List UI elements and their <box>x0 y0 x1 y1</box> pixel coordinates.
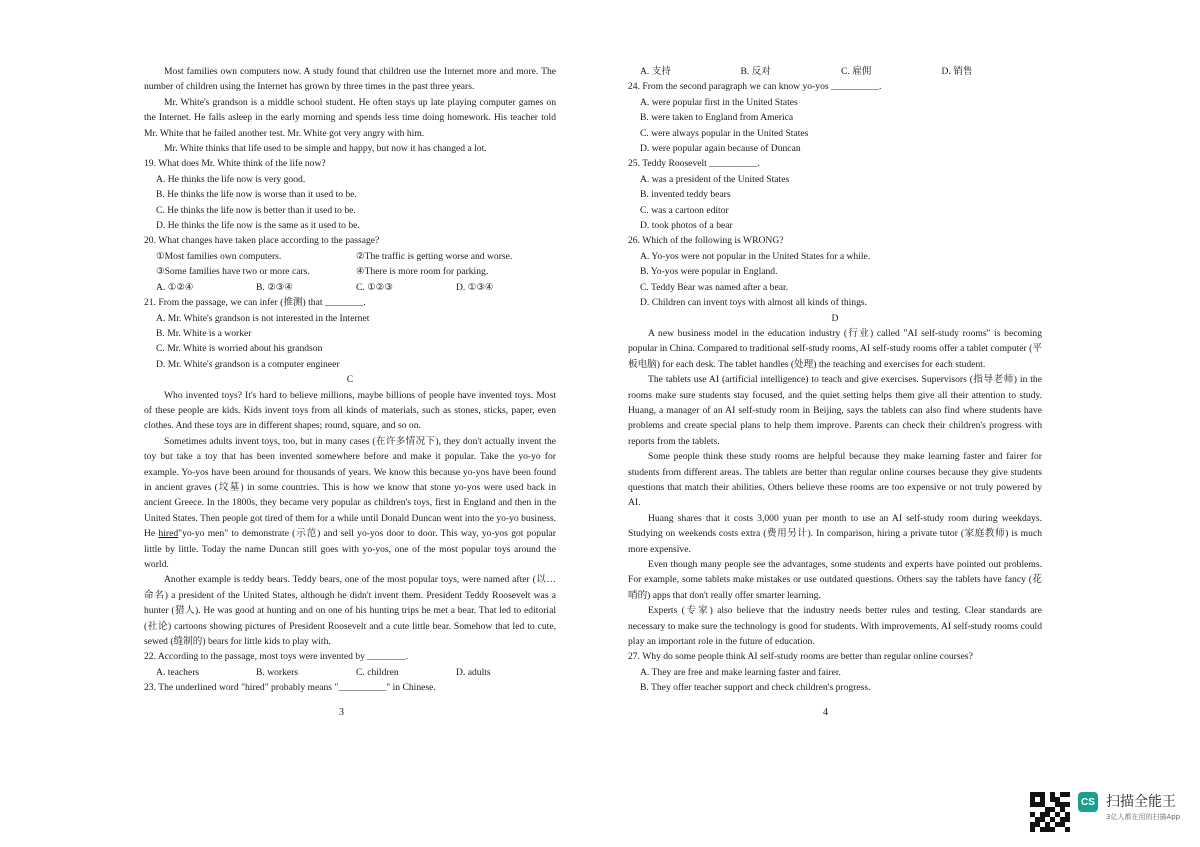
q26-option-a: A. Yo-yos were not popular in the United States for a while. <box>640 250 871 262</box>
passage-d-paragraph-4: Huang shares that it costs 3,000 yuan per month to use an AI self-study room during weekdays. Studying on weekends costs extra (费用另计). In comparison, hiring a private tutor (家庭教师) is much more expensive. <box>628 512 1042 555</box>
q22-option-d: D. adults <box>456 666 491 678</box>
passage-d-paragraph-3: Some people think these study rooms are helpful because they make learning faster and fairer for students from different areas. The tablets are better than regular online courses because they give students questions that match their abilities. Others believe these rooms are too expensive or not truly powered by AI. <box>628 451 1042 509</box>
passage-d-paragraph-6: Experts (专家) also believe that the industry needs better rules and testing. Clear standards are necessary to make sure the technology is good for students. With improvements, AI self-study rooms could play an important role in the future of education. <box>628 605 1042 648</box>
section-d-heading: D <box>831 312 839 324</box>
q20-option-b: B. ②③④ <box>256 281 293 293</box>
passage-b-paragraph-1: Most families own computers now. A study found that children use the Internet more and more. The number of children using the Internet has grown by three times in the past three years. <box>144 66 556 93</box>
passage-c-paragraph-1: Who invented toys? It's hard to believe millions, maybe billions of people have invented toys. Most of these people are kids. Kids invent toys from all kinds of materials, such as stones, sticks, paper, even clothes. And these toys are in different shapes; round, square, and so on. <box>144 389 556 432</box>
q20-statement-2: ②The traffic is getting worse and worse. <box>356 250 513 262</box>
q24-option-a: A. were popular first in the United States <box>640 96 798 108</box>
q20-statements-row-2 <box>156 264 556 279</box>
q24-option-c: C. were always popular in the United States <box>640 127 809 139</box>
underlined-word-hired: hired <box>158 528 179 540</box>
q25-option-d: D. took photos of a bear <box>640 220 733 232</box>
passage-d-paragraph-5: Even though many people see the advantages, some students and experts have pointed out problems. For example, some tablets make mistakes or use outdated questions. Others say the tablets have fancy (花哨的) apps that don't really offer smarter learning. <box>628 559 1042 601</box>
section-c-heading: C <box>346 374 354 386</box>
q23-option-b: B. 反对 <box>740 66 771 77</box>
q20-statements-row-1 <box>156 249 556 264</box>
question-26: 26. Which of the following is WRONG? <box>628 235 784 247</box>
scanner-brand-subtitle: 3亿人都在用的扫描App <box>1106 813 1181 821</box>
q25-option-b: B. invented teddy bears <box>640 189 731 201</box>
q20-option-d: D. ①③④ <box>456 281 494 293</box>
q23-option-d: D. 销售 <box>941 66 973 77</box>
page-number-right: 4 <box>823 707 828 718</box>
q23-option-a: A. 支持 <box>640 66 671 77</box>
question-27: 27. Why do some people think AI self-study rooms are better than regular online courses? <box>628 651 973 663</box>
q22-options <box>156 665 556 680</box>
q19-option-a: A. He thinks the life now is very good. <box>156 173 306 185</box>
q24-option-b: B. were taken to England from America <box>640 112 794 124</box>
q23-options <box>640 64 1042 79</box>
q26-option-b: B. Yo-yos were popular in England. <box>640 266 778 278</box>
q19-option-d: D. He thinks the life now is the same as it used to be. <box>156 220 360 232</box>
q20-options <box>156 280 556 295</box>
q25-option-c: C. was a cartoon editor <box>640 204 729 216</box>
page-number-left: 3 <box>339 707 344 718</box>
q22-option-a: A. teachers <box>156 666 200 678</box>
q23-option-c: C. 雇佣 <box>841 66 872 77</box>
question-24: 24. From the second paragraph we can know yo-yos __________. <box>628 81 882 93</box>
q21-option-a: A. Mr. White's grandson is not interested in the Internet <box>156 312 370 324</box>
question-25: 25. Teddy Roosevelt __________. <box>628 158 760 170</box>
q20-statement-4: ④There is more room for parking. <box>356 266 489 278</box>
q22-option-c: C. children <box>356 666 399 678</box>
passage-d-paragraph-2: The tablets use AI (artificial intelligence) to teach and give exercises. Supervisors (指导老师) in the rooms make sure students stay focused, and the quiet setting helps them give all their attention to study. Huang, a manager of an AI self-study room in Beijing, says the tablets can also find where students have problems and create special plans to help them improve. Parents can check their children's progress with reports from the tablets. <box>628 374 1042 447</box>
question-20: 20. What changes have taken place according to the passage? <box>144 235 380 247</box>
question-22: 22. According to the passage, most toys were invented by ________. <box>144 651 409 663</box>
q27-option-b: B. They offer teacher support and check children's progress. <box>640 682 871 694</box>
question-21: 21. From the passage, we can infer (推测) that ________. <box>144 297 366 309</box>
q19-option-b: B. He thinks the life now is worse than it used to be. <box>156 189 357 201</box>
left-page <box>144 64 556 696</box>
q19-option-c: C. He thinks the life now is better than it used to be. <box>156 204 356 216</box>
passage-b-paragraph-2: Mr. White's grandson is a middle school student. He often stays up late playing computer games on the Internet. He falls asleep in the early morning and spends less time doing homework. His teacher told Mr. White that he failed another test. Mr. White got very angry with him. <box>144 96 556 139</box>
scanner-brand <box>1106 792 1180 822</box>
camscanner-logo-icon: CS <box>1078 792 1098 812</box>
passage-d-paragraph-1: A new business model in the education industry (行业) called "AI self-study rooms" is becoming popular in China. Compared to traditional self-study rooms, AI self-study rooms offer a tablet computer (平板电脑) for each desk. The tablet handles (处理) the teaching and exercises for each student. <box>628 327 1042 370</box>
scanner-watermark <box>1030 792 1180 832</box>
passage-c-paragraph-2-start: Sometimes adults invent toys, too, but in many cases (在许多情况下), they don't actually invent the toy but take a toy that has been invented somewhere before and make it popular. Take the yo-yo for example. Yo-yos have been around for thousands of years. We know this because yo-yos have been found in ancient graves (坟墓) in some countries. This is how we know that stone yo-yos were used back in ancient Greece. In the 1800s, they became very popular as children's toys, first in England and then in the United States. Then people got tired of them for a while until Donald Duncan went into the yo-yo business. He <box>144 435 556 540</box>
question-19: 19. What does Mr. White think of the life now? <box>144 158 326 170</box>
q27-option-a: A. They are free and make learning faster and fairer. <box>640 666 841 678</box>
q21-option-c: C. Mr. White is worried about his grandson <box>156 343 323 355</box>
q26-option-c: C. Teddy Bear was named after a bear. <box>640 281 789 293</box>
q21-option-b: B. Mr. White is a worker <box>156 327 252 339</box>
q21-option-d: D. Mr. White's grandson is a computer engineer <box>156 358 340 370</box>
scanner-brand-title: 扫描全能王 <box>1106 794 1176 810</box>
question-23: 23. The underlined word "hired" probably means "__________" in Chinese. <box>144 682 436 694</box>
right-page <box>628 64 1042 696</box>
q22-option-b: B. workers <box>256 666 299 678</box>
q26-option-d: D. Children can invent toys with almost all kinds of things. <box>640 297 868 309</box>
q20-option-a: A. ①②④ <box>156 281 194 293</box>
q20-statement-1: ①Most families own computers. <box>156 250 282 262</box>
q20-statement-3: ③Some families have two or more cars. <box>156 266 310 278</box>
q25-option-a: A. was a president of the United States <box>640 173 790 185</box>
passage-c-paragraph-3: Another example is teddy bears. Teddy bears, one of the most popular toys, were named after (以…命名) a president of the United States, although he didn't invent them. President Teddy Roosevelt was a hunter (猎人). He was good at hunting and on one of his hunting trips he met a bear. That led to editorial (社论) cartoons showing pictures of President Roosevelt and a cute little bear. Somehow that led to cute, sewed (缝制的) bears for little kids to play with. <box>144 574 556 648</box>
passage-b-paragraph-3: Mr. White thinks that life used to be simple and happy, but now it has changed a lot. <box>164 143 487 155</box>
passage-c-paragraph-2-end: "yo-yo men" to demonstrate (示范) and sell yo-yos door to door. This way, yo-yos got popular little by little. Today the name Duncan still goes with yo-yos, one of the most popular toys around the world. <box>144 528 557 570</box>
q24-option-d: D. were popular again because of Duncan <box>640 143 801 155</box>
q20-option-c: C. ①②③ <box>356 281 393 293</box>
passage-c-paragraph-2 <box>144 434 556 573</box>
qr-code-icon <box>1030 792 1070 832</box>
